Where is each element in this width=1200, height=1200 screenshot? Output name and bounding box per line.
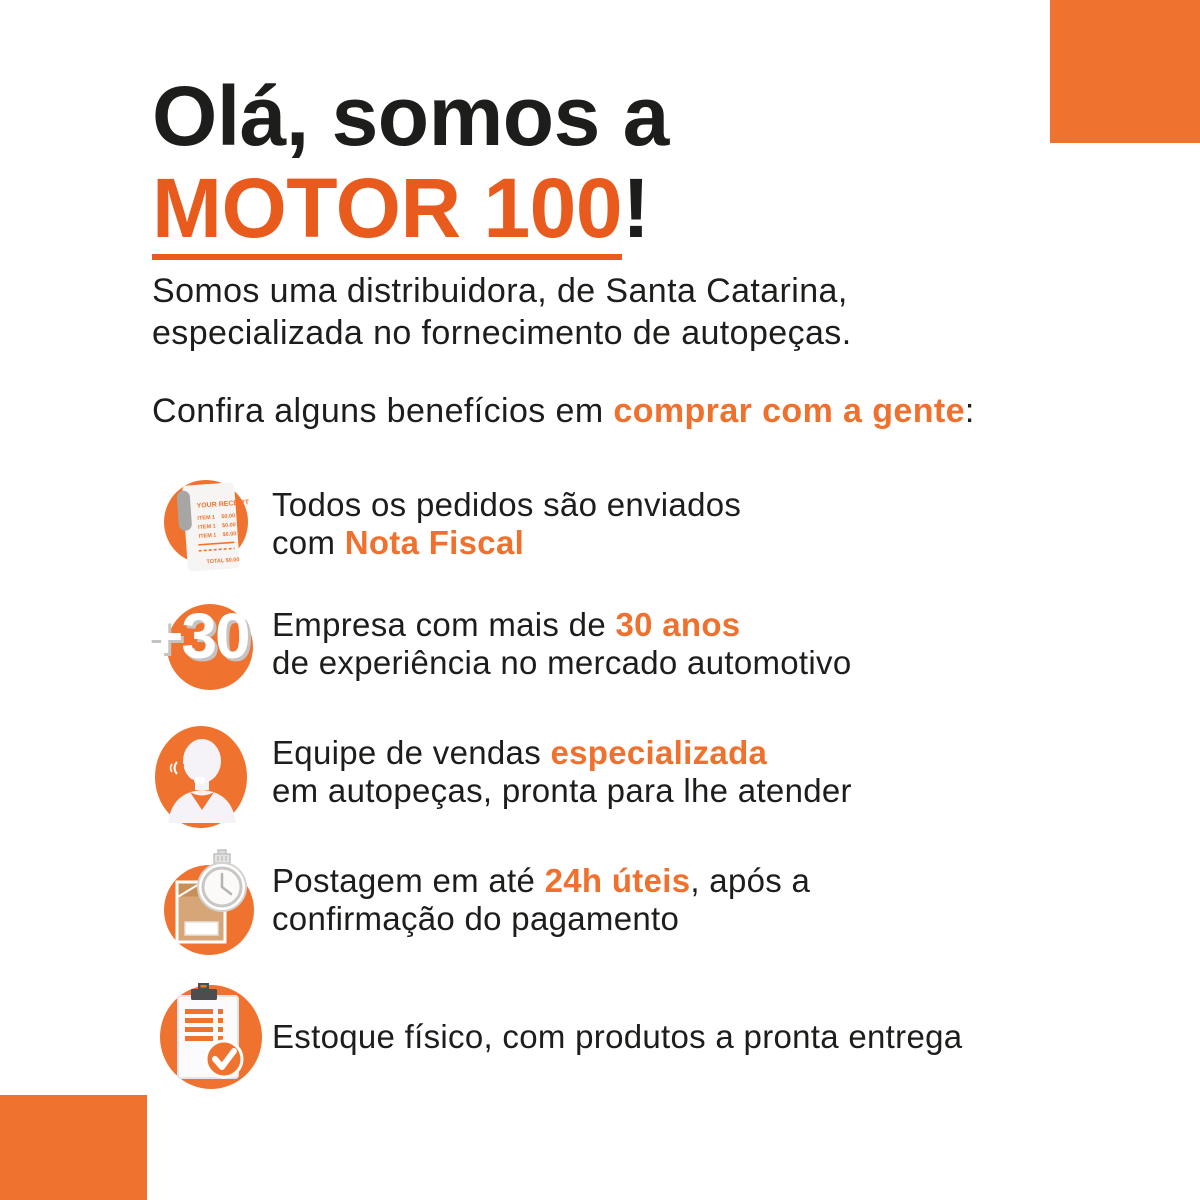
- benefit-accent: Nota Fiscal: [344, 524, 525, 561]
- benefit-item-nota-fiscal: [152, 476, 1162, 578]
- benefit-item-postagem: [152, 846, 1162, 962]
- svg-text:$0.00: $0.00: [222, 531, 237, 539]
- svg-text:TOTAL $0.00: TOTAL $0.00: [206, 557, 240, 566]
- brand-name: MOTOR 100: [152, 162, 622, 260]
- intro-text: [152, 270, 852, 354]
- shipping-24h-icon: [152, 846, 272, 962]
- svg-text:$0.00: $0.00: [221, 513, 236, 521]
- benefit-accent: 30 anos: [615, 606, 741, 643]
- benefit-accent: 24h úteis: [544, 862, 691, 899]
- benefit-text: Postagem em até 24h úteis, após a confirmação do pagamento: [272, 862, 811, 937]
- benefit-text: Todos os pedidos são enviados com Nota Fiscal: [272, 486, 742, 561]
- intro-line-2: especializada no fornecimento de autopeças.: [152, 314, 852, 352]
- benefit-text: Estoque físico, com produtos a pronta entrega: [272, 1018, 963, 1055]
- receipt-icon: [152, 476, 272, 578]
- plus-30-text: +30: [146, 600, 249, 672]
- benefit-text: Empresa com mais de 30 anos de experiência no mercado automotivo: [272, 606, 852, 681]
- page-title: [152, 70, 669, 260]
- lead-accent-text: comprar com a gente: [613, 392, 965, 430]
- benefit-accent: especializada: [550, 734, 768, 771]
- benefit-text: Equipe de vendas especializada em autopeças, pronta para lhe atender: [272, 734, 852, 809]
- svg-text:ITEM 1: ITEM 1: [197, 514, 216, 522]
- svg-text:YOUR RECEIPT: YOUR RECEIPT: [196, 499, 250, 510]
- plus-30-badge: [146, 600, 272, 695]
- svg-text:$0.00: $0.00: [221, 522, 236, 530]
- exclamation-mark: !: [622, 161, 650, 255]
- benefit-item-30-anos: [146, 600, 1162, 695]
- svg-text:ITEM 1: ITEM 1: [198, 532, 217, 540]
- corner-square-bottom-left: [0, 1095, 147, 1200]
- corner-square-top-right: [1050, 0, 1200, 143]
- benefit-item-estoque: [152, 981, 1162, 1093]
- benefits-lead: Confira alguns benefícios em comprar com a gente:: [152, 392, 975, 430]
- benefit-item-equipe: [152, 724, 1162, 830]
- intro-line-1: Somos uma distribuidora, de Santa Catarina,: [152, 272, 848, 310]
- greeting-text: Olá, somos a: [152, 69, 669, 163]
- svg-text:ITEM 1: ITEM 1: [197, 523, 216, 531]
- stock-clipboard-icon: [152, 981, 272, 1093]
- support-agent-icon: [152, 724, 272, 830]
